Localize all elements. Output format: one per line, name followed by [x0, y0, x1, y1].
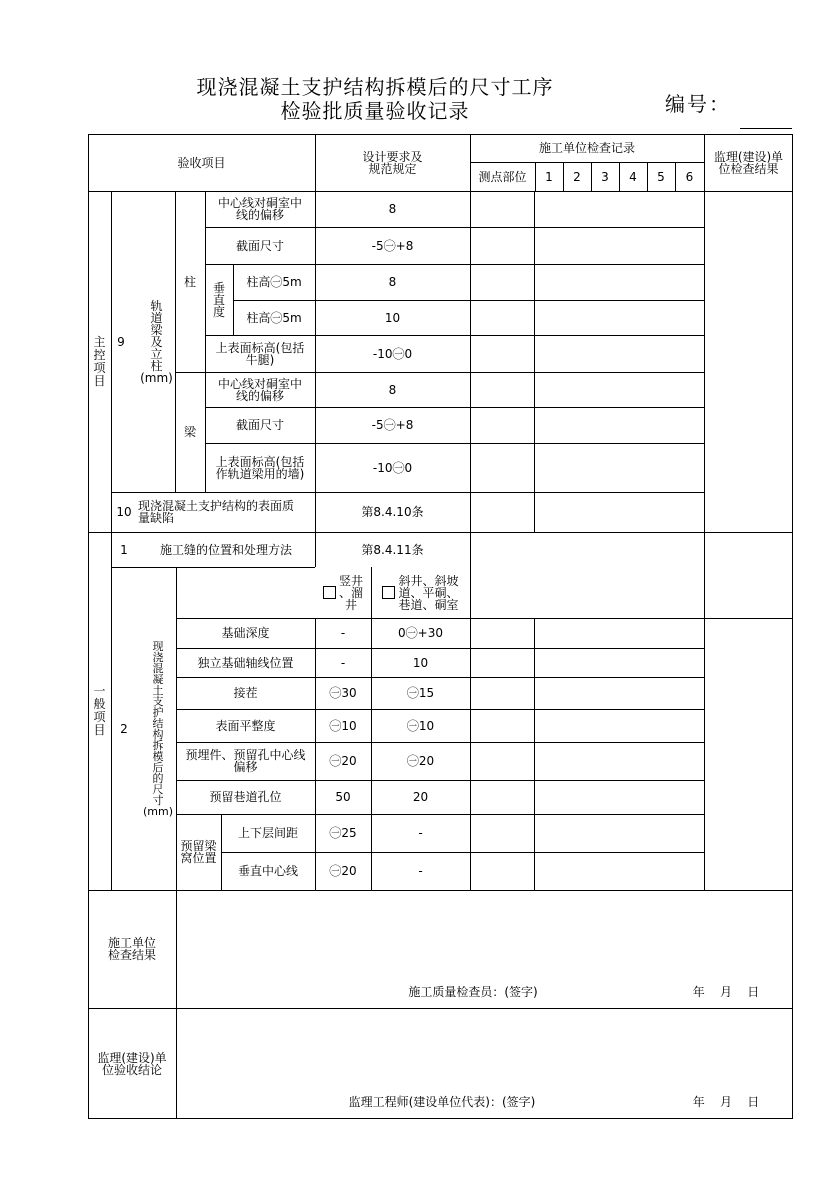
- header-col-2: 2: [573, 169, 581, 184]
- row-layer-spacing-v1: ㊀25: [329, 826, 357, 840]
- inspection-table: [88, 134, 793, 1119]
- item10-number: 10: [116, 505, 132, 519]
- row-roadway-hole-v2: 20: [412, 790, 429, 804]
- row-embedded-offset-v2: ㊀20: [406, 754, 435, 768]
- row-column-height-gt5-name: 柱高㊀5m: [246, 310, 302, 325]
- row-vertical-center-v2: -: [418, 864, 423, 878]
- row-vertical-center-v1: ㊀20: [329, 864, 357, 878]
- header-supervisor-result: 监理(建设)单 位检查结果: [713, 149, 784, 176]
- row-top-elevation-name: 上表面标高(包括 牛腿): [215, 340, 305, 367]
- number-label: 编号：: [665, 92, 731, 116]
- item10-name: 现浇混凝土支护结构的表面质 量缺陷: [138, 499, 295, 525]
- item2-name: 现 浇 混 凝 土 支 护 结 构 拆 模 后 的 尺 寸 (mm): [142, 639, 173, 818]
- item10-value: 第8.4.10条: [361, 505, 424, 519]
- verticality-label: 垂 直 度: [212, 280, 225, 319]
- row-flatness-name: 表面平整度: [215, 718, 276, 733]
- row-top-elevation-value: -10㊀0: [372, 346, 413, 361]
- row-beam-top-elevation-name: 上表面标高(包括 作轨道梁用的墙): [215, 454, 305, 481]
- row-embedded-offset-name: 预埋件、预留孔中心线 偏移: [185, 748, 306, 774]
- row-column-height-gt5-value: 10: [384, 310, 401, 325]
- main-control-label: 主 控 项 目: [93, 334, 106, 388]
- doc-title-line1: 现浇混凝土支护结构拆模后的尺寸工序: [196, 75, 554, 99]
- header-col-6: 6: [685, 169, 694, 184]
- row-roadway-hole-v1: 50: [335, 790, 351, 804]
- row-layer-spacing-v2: -: [418, 826, 423, 840]
- supervisor-date[interactable]: 年 月 日: [692, 1095, 760, 1109]
- row-column-height-le5-name: 柱高㊀5m: [246, 275, 302, 289]
- row-column-height-le5-value: 8: [388, 275, 397, 289]
- item1-value: 第8.4.11条: [361, 542, 424, 557]
- row-foundation-depth-name: 基础深度: [221, 626, 270, 640]
- header-col-3: 3: [601, 169, 609, 184]
- row-beam-section-size-name: 截面尺寸: [235, 418, 284, 432]
- header-col-1: 1: [545, 169, 553, 184]
- header-col-5: 5: [657, 169, 665, 184]
- row-center-offset-name: 中心线对硐室中 线的偏移: [217, 196, 302, 222]
- header-inspection-item: 验收项目: [177, 155, 226, 170]
- row-section-size-name: 截面尺寸: [235, 238, 284, 253]
- row-beam-section-size-value: -5㊀+8: [371, 418, 414, 432]
- item9-number: 9: [117, 334, 125, 349]
- row-section-size-value: -5㊀+8: [371, 238, 414, 253]
- row-joint-name: 接茬: [233, 686, 258, 700]
- item2-number: 2: [120, 721, 128, 736]
- header-measure-point: 测点部位: [478, 169, 527, 184]
- row-beam-center-offset-value: 8: [388, 382, 397, 397]
- incline-label: 斜井、斜坡 道、平硐、 巷道、硐室: [398, 573, 459, 612]
- row-flatness-v2: ㊀10: [406, 718, 435, 733]
- header-col-4: 4: [629, 169, 637, 184]
- item9-name: 轨 道 梁 及 立 柱 (mm): [140, 298, 173, 385]
- row-joint-v1: ㊀30: [329, 686, 357, 700]
- row-foundation-depth-v2: 0㊀+30: [398, 626, 443, 640]
- row-layer-spacing-name: 上下层间距: [237, 826, 298, 840]
- supervisor-conclusion-label: 监理(建设)单 位验收结论: [97, 1050, 167, 1077]
- item1-number: 1: [120, 542, 128, 557]
- item1-name: 施工缝的位置和处理方法: [159, 542, 292, 557]
- general-item-label: 一 般 项 目: [93, 684, 106, 737]
- shaft-label: 竖井 、溜 井: [338, 573, 363, 612]
- row-beam-top-elevation-value: -10㊀0: [372, 460, 413, 475]
- header-design-requirement: 设计要求及 规范规定: [362, 149, 423, 176]
- reserve-socket-label: 预留梁 窝位置: [180, 839, 217, 865]
- row-roadway-hole-name: 预留巷道孔位: [209, 790, 282, 804]
- incline-cell: [371, 567, 470, 618]
- supervisor-signature[interactable]: 监理工程师(建设单位代表)：(签字): [348, 1095, 536, 1109]
- beam-label: 梁: [183, 425, 196, 439]
- contractor-date[interactable]: 年 月 日: [692, 985, 760, 999]
- row-embedded-offset-v1: ㊀20: [329, 754, 357, 768]
- contractor-signature[interactable]: 施工质量检查员：(签字): [408, 985, 538, 999]
- shaft-checkbox[interactable]: [323, 586, 336, 599]
- row-foundation-axis-v1: -: [340, 655, 346, 670]
- shaft-cell: [315, 567, 371, 618]
- number-underline: [740, 128, 792, 129]
- row-joint-v2: ㊀15: [406, 686, 435, 700]
- row-foundation-axis-name: 独立基础轴线位置: [197, 655, 294, 670]
- row-flatness-v1: ㊀10: [329, 718, 357, 733]
- incline-checkbox[interactable]: [382, 586, 395, 599]
- row-foundation-depth-v1: -: [340, 626, 346, 640]
- column-label: 柱: [183, 274, 196, 289]
- doc-title-line2: 检验批质量验收记录: [280, 99, 470, 123]
- row-vertical-center-name: 垂直中心线: [237, 864, 298, 878]
- contractor-result-label: 施工单位 检查结果: [107, 936, 156, 962]
- header-contractor-record: 施工单位检查记录: [538, 141, 635, 155]
- row-foundation-axis-v2: 10: [412, 655, 429, 670]
- row-center-offset-value: 8: [388, 202, 397, 216]
- row-beam-center-offset-name: 中心线对硐室中 线的偏移: [217, 376, 302, 403]
